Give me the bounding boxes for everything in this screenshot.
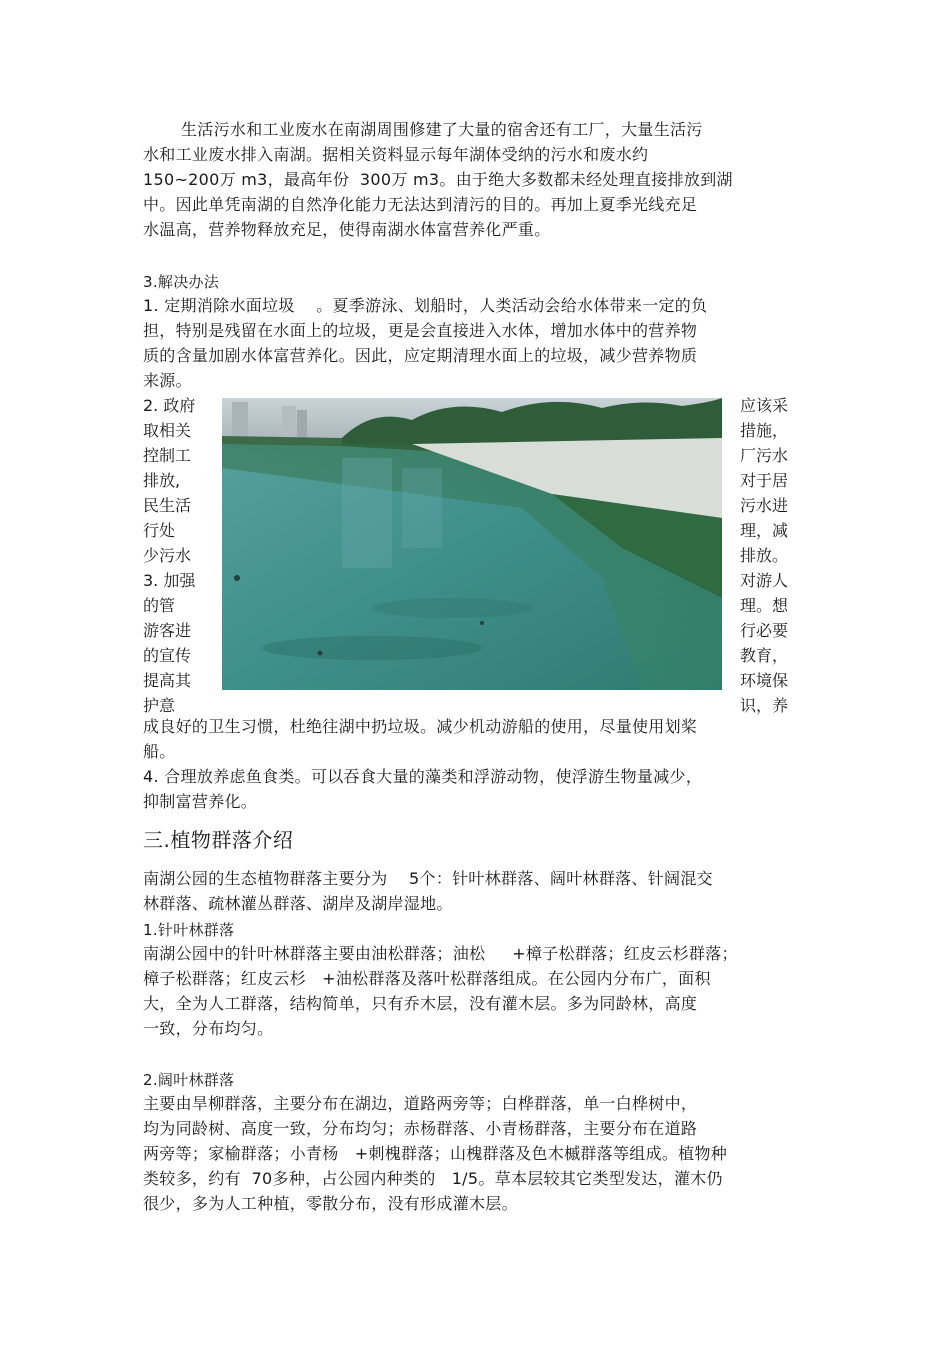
wrapped-line-right: 行必要 [740, 621, 789, 640]
wrapped-line-left: 提高其 [143, 671, 192, 690]
wrapped-line-right: 环境保 [740, 671, 789, 690]
wrapped-line-left: 取相关 [143, 421, 192, 440]
wrapped-line-right: 识，养 [740, 696, 789, 715]
wrapped-line-left: 2. 政府 [143, 396, 196, 415]
text-line: 一致，分布均匀。 [143, 1019, 274, 1038]
subsection-heading-broadleaf: 2.阔叶林群落 [143, 1071, 235, 1089]
wrapped-line-right: 理。想 [740, 596, 789, 615]
text-line: 主要由旱柳群落，主要分布在湖边，道路两旁等；白桦群落，单一白桦树中， [143, 1094, 698, 1113]
wrapped-line-left: 民生活 [143, 496, 192, 515]
text-line: 樟子松群落；红皮云杉 +油松群落及落叶松群落组成。在公园内分布广，面积 [143, 969, 711, 988]
text-line: 水温高，营养物释放充足，使得南湖水体富营养化严重。 [143, 220, 551, 239]
text-line: 很少，多为人工种植，零散分布，没有形成灌木层。 [143, 1194, 518, 1213]
wrapped-line-left: 游客进 [143, 621, 192, 640]
text-line: 中。因此单凭南湖的自然净化能力无法达到清污的目的。再加上夏季光线充足 [143, 195, 698, 214]
wrapped-line-left: 行处 [143, 521, 176, 540]
text-line: 抑制富营养化。 [143, 792, 258, 811]
text-line: 均为同龄树、高度一致，分布均匀；赤杨群落、小青杨群落，主要分布在道路 [143, 1119, 698, 1138]
wrapped-line-left: 排放, [143, 471, 181, 490]
text-line: 水和工业废水排入南湖。据相关资料显示每年湖体受纳的污水和废水约 [143, 145, 649, 164]
wrapped-line-left: 护意 [143, 696, 176, 715]
text-line: 成良好的卫生习惯，杜绝往湖中扔垃圾。减少机动游船的使用，尽量使用划桨 [143, 717, 698, 736]
text-line: 类较多，约有 70多种，占公园内种类的 1/5。草本层较其它类型发达，灌木仍 [143, 1169, 723, 1188]
wrapped-line-right: 对于居 [740, 471, 789, 490]
wrapped-line-left: 少污水 [143, 546, 192, 565]
text-line: 两旁等；家榆群落；小青杨 +刺槐群落；山槐群落及色木槭群落等组成。植物种 [143, 1144, 728, 1163]
text-line: 船。 [143, 742, 176, 761]
wrapped-line-left: 3. 加强 [143, 571, 196, 590]
lake-photo [222, 398, 722, 690]
text-line: 大，全为人工群落，结构简单，只有乔木层，没有灌木层。多为同龄林，高度 [143, 994, 698, 1013]
wrapped-line-right: 污水进 [740, 496, 789, 515]
wrapped-line-right: 应该采 [740, 396, 789, 415]
text-line: 来源。 [143, 371, 192, 390]
wrapped-line-right: 措施， [740, 421, 789, 440]
wrapped-line-left: 控制工 [143, 446, 192, 465]
text-line: 质的含量加剧水体富营养化。因此，应定期清理水面上的垃圾，减少营养物质 [143, 346, 698, 365]
text-line: 1. 定期消除水面垃圾 。夏季游泳、划船时，人类活动会给水体带来一定的负 [143, 296, 708, 315]
text-line: 林群落、疏林灌丛群落、湖岸及湖岸湿地。 [143, 894, 453, 913]
wrapped-line-right: 理，减 [740, 521, 789, 540]
text-line: 生活污水和工业废水在南湖周围修建了大量的宿舍还有工厂，大量生活污 [181, 120, 703, 139]
wrapped-line-right: 厂污水 [740, 446, 789, 465]
wrapped-line-left: 的管 [143, 596, 176, 615]
text-line: 担，特别是残留在水面上的垃圾，更是会直接进入水体，增加水体中的营养物 [143, 321, 698, 340]
wrapped-line-right: 教育， [740, 646, 789, 665]
subsection-heading-conifer: 1.针叶林群落 [143, 921, 235, 939]
text-line: 150~200万 m3，最高年份 300万 m3。由于绝大多数都未经处理直接排放到湖 [143, 170, 733, 189]
text-line: 南湖公园的生态植物群落主要分为 5个：针叶林群落、阔叶林群落、针阔混交 [143, 869, 713, 888]
wrapped-line-right: 排放。 [740, 546, 789, 565]
wrapped-line-right: 对游人 [740, 571, 789, 590]
lake-photo-icon [222, 398, 722, 690]
text-line: 南湖公园中的针叶林群落主要由油松群落；油松 +樟子松群落；红皮云杉群落； [143, 944, 738, 963]
text-line: 4. 合理放养虑鱼食类。可以吞食大量的藻类和浮游动物，使浮游生物量减少， [143, 767, 703, 786]
wrapped-line-left: 的宣传 [143, 646, 192, 665]
section-title-plants: 三.植物群落介绍 [143, 828, 294, 852]
section-heading-solution: 3.解决办法 [143, 273, 220, 291]
